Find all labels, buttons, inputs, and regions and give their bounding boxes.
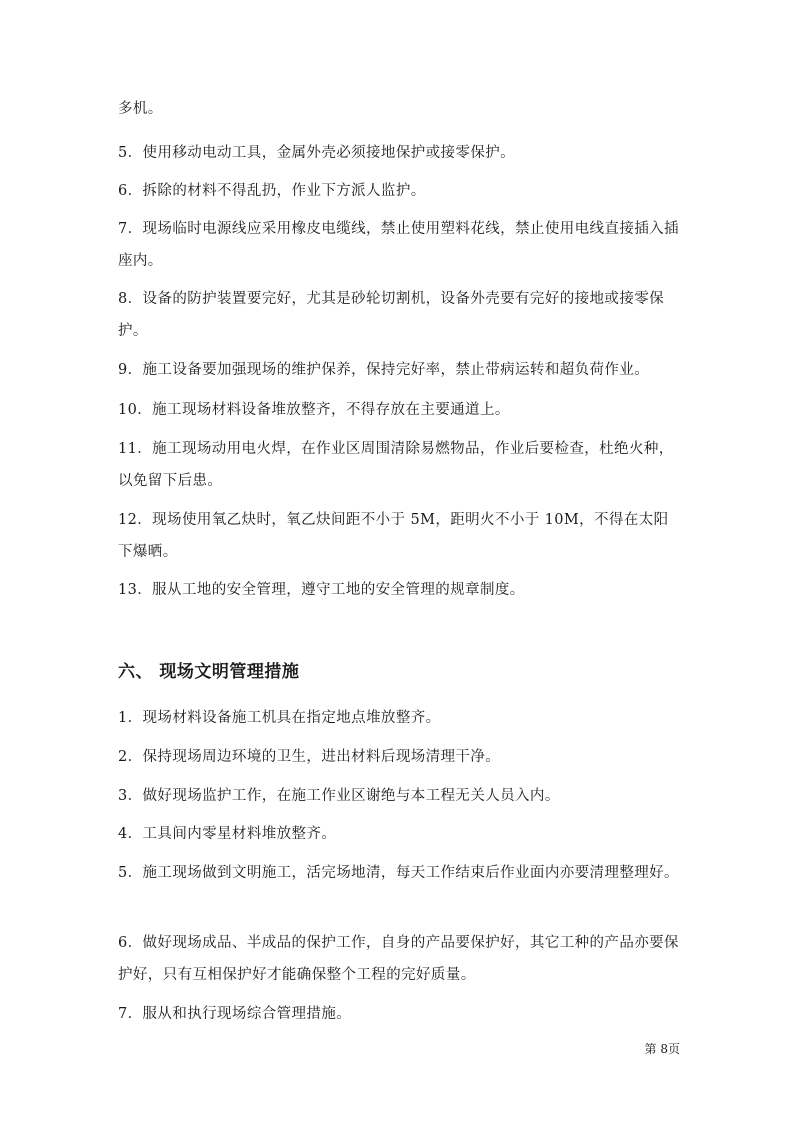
list-item-5: 5．使用移动电动工具，金属外壳必须接地保护或接零保护。 [118, 145, 516, 161]
list-item-1: 1．现场材料设备施工机具在指定地点堆放整齐。 [118, 710, 441, 726]
section-heading: 六、 现场文明管理措施 [118, 662, 300, 682]
paragraph-continuation: 多机。 [118, 101, 163, 117]
list-item-13: 13．服从工地的安全管理，遵守工地的安全管理的规章制度。 [118, 582, 525, 598]
list-item-6b: 6．做好现场成品、半成品的保护工作，自身的产品要保护好，其它工种的产品亦要保护好，只有互相保护好才能确保整个工程的完好质量。 [118, 935, 679, 983]
list-item-12: 12．现场使用氧乙炔时，氧乙炔间距不小于 5M，距明火不小于 10M，不得在太阳下爆晒。 [118, 512, 669, 560]
page-number: 第 8页 [644, 1042, 680, 1056]
list-item-5b: 5．施工现场做到文明施工，活完场地清，每天工作结束后作业面内亦要清理整理好。 [118, 865, 679, 881]
list-item-11: 11．施工现场动用电火焊，在作业区周围清除易燃物品，作业后要检查，杜绝火种，以免留下后患。 [118, 441, 674, 489]
list-item-7b: 7．服从和执行现场综合管理措施。 [118, 1006, 352, 1022]
list-item-9: 9．施工设备要加强现场的维护保养，保持完好率，禁止带病运转和超负荷作业。 [118, 362, 650, 378]
list-item-10: 10．施工现场材料设备堆放整齐，不得存放在主要通道上。 [118, 402, 510, 418]
list-item-4: 4．工具间内零星材料堆放整齐。 [118, 826, 337, 842]
list-item-6: 6．拆除的材料不得乱扔，作业下方派人监护。 [118, 183, 426, 199]
list-item-8: 8．设备的防护装置要完好，尤其是砂轮切割机，设备外壳要有完好的接地或接零保护。 [118, 291, 665, 339]
list-item-2: 2．保持现场周边环境的卫生，进出材料后现场清理干净。 [118, 749, 501, 765]
list-item-7: 7．现场临时电源线应采用橡皮电缆线，禁止使用塑料花线，禁止使用电线直接插入插座内。 [118, 221, 679, 269]
list-item-3: 3．做好现场监护工作，在施工作业区谢绝与本工程无关人员入内。 [118, 788, 560, 804]
